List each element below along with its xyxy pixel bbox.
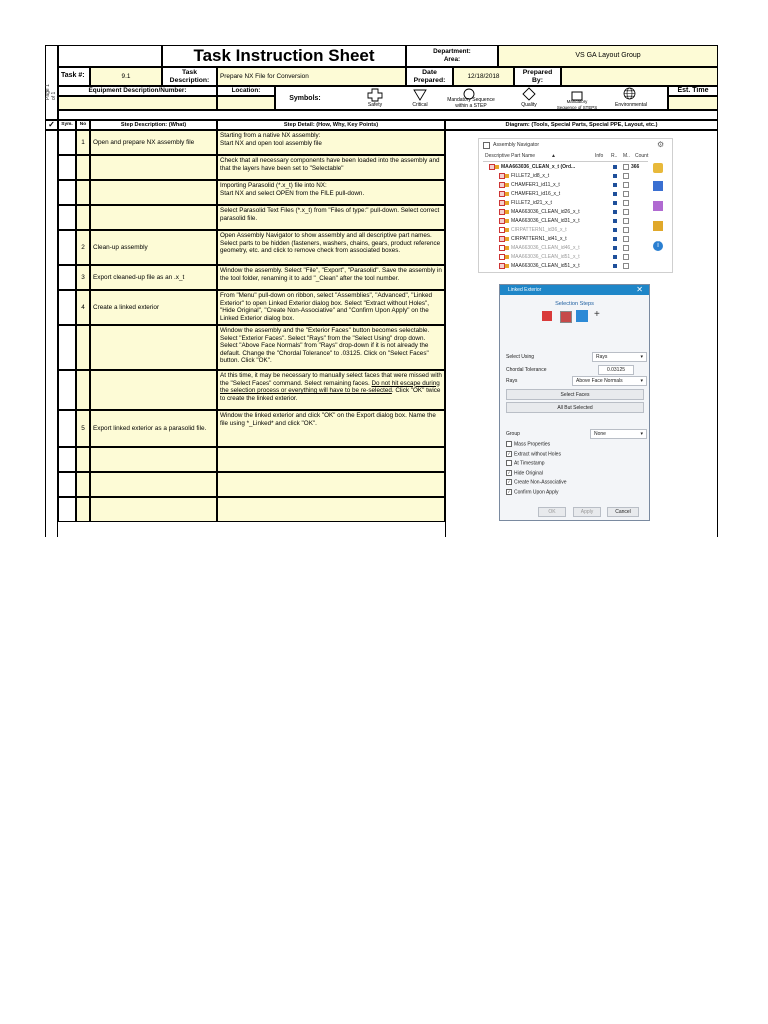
modified-icon <box>623 218 629 224</box>
prepared-by-label: Prepared By: <box>514 67 561 86</box>
location-value[interactable] <box>217 96 275 110</box>
step-number[interactable]: 1 <box>76 130 90 155</box>
equipment-label: Equipment Description/Number: <box>58 86 217 96</box>
date-prepared-value[interactable]: 12/18/2018 <box>453 67 514 86</box>
prepared-by-value[interactable] <box>561 67 718 86</box>
exterior-faces-icon[interactable] <box>576 310 588 322</box>
header-blank-cell <box>58 45 162 67</box>
part-icon <box>505 246 509 250</box>
reference-icon <box>613 174 617 178</box>
nav-tree-row[interactable] <box>479 226 639 234</box>
sym-cell[interactable] <box>58 155 76 180</box>
checkbox-checked-icon[interactable]: ✓ <box>507 450 511 456</box>
reference-icon <box>613 228 617 232</box>
step-description[interactable]: Export cleaned-up file as an .x_t <box>90 265 217 290</box>
checkbox-checked-icon[interactable]: ✓ <box>507 488 511 494</box>
sym-cell[interactable] <box>58 472 76 497</box>
reference-icon <box>613 246 617 250</box>
part-name: MAA663036_CLEAN_id46_x_t <box>511 245 580 251</box>
step-description[interactable] <box>90 325 217 370</box>
step-detail-text: At this time, it may be necessary to manually select faces that were missed with the "Select Faces" command. Select remaining faces. <box>220 372 442 387</box>
close-icon[interactable]: ✕ <box>636 285 643 294</box>
step-number[interactable]: 3 <box>76 265 90 290</box>
step-description[interactable]: Clean-up assembly <box>90 230 217 265</box>
option-checkbox[interactable] <box>506 470 543 476</box>
step-detail[interactable]: Check that all necessary components have been loaded into the assembly and that the layers have been set to "Selectable" <box>217 155 445 180</box>
part-icon <box>495 165 499 169</box>
col-r[interactable]: R.. <box>611 153 618 159</box>
selection-steps-label: Selection Steps <box>555 301 594 307</box>
option-checkbox[interactable] <box>506 451 561 457</box>
part-name: CIRPATTERN1_id41_x_t <box>511 236 567 242</box>
info-icon[interactable]: i <box>653 241 663 251</box>
dialog-title: Linked Exterior <box>508 287 542 293</box>
col-m[interactable]: M.. <box>623 153 630 159</box>
step-number[interactable]: 5 <box>76 410 90 447</box>
part-name: MAA663036_CLEAN_id26_x_t <box>511 209 580 215</box>
ok-button[interactable]: OK <box>538 507 566 517</box>
part-icon <box>505 255 509 259</box>
part-name: FILLET2_id8_x_t <box>511 173 550 179</box>
part-name: MAA663036_CLEAN_id51_x_t <box>511 263 580 269</box>
tool-icon-2[interactable] <box>653 181 663 191</box>
modified-icon <box>623 254 629 260</box>
step-detail[interactable] <box>217 370 445 410</box>
part-icon <box>505 228 509 232</box>
modified-icon <box>623 191 629 197</box>
nav-tree-row[interactable] <box>479 244 639 252</box>
part-name: FILLET2_id21_x_t <box>511 200 552 206</box>
nav-tree-row[interactable] <box>479 190 639 198</box>
modified-icon <box>623 182 629 188</box>
task-number-label: Task #: <box>58 67 90 86</box>
option-label: Confirm Upon Apply <box>514 488 559 495</box>
sym-cell[interactable] <box>58 447 76 472</box>
step-detail-text: . Click "OK" twice to create the linked exterior. <box>220 387 441 402</box>
step-description[interactable] <box>90 370 217 410</box>
chevron-down-icon: ▾ <box>640 431 643 437</box>
tool-icon-1[interactable] <box>653 163 663 173</box>
part-icon <box>505 192 509 196</box>
reference-icon <box>613 201 617 205</box>
chevron-down-icon: ▾ <box>640 354 643 360</box>
assembly-navigator-icon <box>483 142 490 149</box>
part-icon <box>505 210 509 214</box>
nav-side-toolbar <box>651 161 669 271</box>
step-description-header: Step Description: (What) <box>90 120 217 130</box>
header-spacer-row <box>58 110 718 120</box>
col-info[interactable]: Info <box>595 153 604 159</box>
nav-tree-row[interactable] <box>479 163 639 171</box>
sym-column-header: Sym. <box>58 120 76 130</box>
step-detail-warning: Do not hit escape during the selection process or everything will have to be re-selected <box>220 379 440 395</box>
department-label: Department: Area: <box>406 45 498 67</box>
step-number[interactable] <box>76 155 90 180</box>
date-prepared-label: Date Prepared: <box>406 67 453 86</box>
all-but-selected-button[interactable]: All But Selected <box>506 402 644 413</box>
sym-cell[interactable] <box>58 265 76 290</box>
step-description[interactable] <box>90 497 217 522</box>
reference-icon <box>613 237 617 241</box>
rays-dropdown[interactable]: Above Face Normals ▾ <box>572 376 647 386</box>
modified-icon <box>623 209 629 215</box>
step-description[interactable]: Open and prepare NX assembly file <box>90 130 217 155</box>
column-header-row <box>483 153 648 162</box>
part-name: CHAMFER1_id16_x_t <box>511 191 561 197</box>
step-description[interactable] <box>90 447 217 472</box>
part-icon <box>505 264 509 268</box>
est-time-label: Est. Time <box>668 86 718 96</box>
step-description[interactable] <box>90 180 217 205</box>
modified-icon <box>623 200 629 206</box>
sym-cell[interactable] <box>58 130 76 155</box>
reference-icon <box>613 264 617 268</box>
step-detail[interactable]: Select Parasolid Text Files (*.x_t) from "Files of type:" pull-down. Select correct parasolid file. <box>217 205 445 230</box>
chordal-tolerance-label: Chordal Tolerance <box>506 367 547 373</box>
cancel-button[interactable]: Cancel <box>607 507 639 517</box>
chordal-tolerance-input[interactable]: 0.03125 <box>598 365 634 375</box>
part-icon <box>505 219 509 223</box>
reference-icon <box>613 192 617 196</box>
step-number[interactable]: 2 <box>76 230 90 265</box>
reference-icon <box>613 255 617 259</box>
assembly-navigator-title: Assembly Navigator <box>493 142 540 148</box>
reference-icon <box>613 165 617 169</box>
sym-cell[interactable] <box>58 205 76 230</box>
modified-icon <box>623 236 629 242</box>
part-icon <box>505 183 509 187</box>
step-detail[interactable]: Importing Parasolid (*.x_t) file into NX: Start NX and select OPEN from the FILE pull-down. <box>217 180 445 205</box>
sym-cell[interactable] <box>58 497 76 522</box>
mandatory-sequence-label: Mandatory Sequence within a STEP <box>447 97 495 109</box>
checkbox-empty-icon[interactable] <box>506 460 512 466</box>
nav-tree-row[interactable] <box>479 181 639 189</box>
settings-gear-icon[interactable]: ⚙ <box>657 140 665 149</box>
step-detail[interactable]: Open Assembly Navigator to show assembly and all descriptive part names. Select parts to be hidden (fasteners, washers, chains, gears, product reference geometry, etc. and click to remove check from associated boxes. <box>217 230 445 265</box>
page-label: Page 1 of 1 <box>45 84 57 100</box>
step-detail[interactable]: From "Menu" pull-down on ribbon, select "Assemblies", "Advanced", "Linked Exterior" to open Linked Exterior dialog box. Select "Extract without Holes", "Hide Original", "Create Non-Associative" and "Confirm Upon Apply" on the Linked Exterior dialog box. <box>217 290 445 325</box>
step-number[interactable]: 4 <box>76 290 90 325</box>
symbols-label: Symbols: <box>289 95 321 102</box>
step-number[interactable] <box>76 497 90 522</box>
sort-arrow-icon: ▲ <box>551 153 556 159</box>
reference-icon <box>613 210 617 214</box>
part-icon <box>505 237 509 241</box>
part-icon <box>505 201 509 205</box>
option-label: Hide Original <box>514 469 543 476</box>
rays-label: Rays <box>506 378 518 384</box>
col-part-name[interactable]: Descriptive Part Name <box>485 153 536 159</box>
sym-cell[interactable] <box>58 290 76 325</box>
nav-tree-row[interactable] <box>479 217 639 225</box>
option-label: Mass Properties <box>514 441 551 448</box>
step-detail[interactable]: Starting from a native NX assembly: Start NX and open tool assembly file <box>217 130 445 155</box>
step-description[interactable] <box>90 472 217 497</box>
step-number[interactable] <box>76 180 90 205</box>
step-number[interactable] <box>76 325 90 370</box>
sym-cell[interactable] <box>58 230 76 265</box>
modified-icon <box>623 173 629 179</box>
part-name: MAA663036_CLEAN_x_t (Ord... <box>501 164 576 170</box>
modified-icon <box>623 263 629 269</box>
sym-cell[interactable] <box>58 180 76 205</box>
step-detail[interactable] <box>217 497 445 522</box>
equipment-value[interactable] <box>58 96 217 110</box>
part-name: CHAMFER1_id11_x_t <box>511 182 560 188</box>
environmental-label: Environmental <box>615 102 647 108</box>
sym-cell[interactable] <box>58 370 76 410</box>
step-description[interactable]: Create a linked exterior <box>90 290 217 325</box>
body-select-icon[interactable] <box>542 311 552 321</box>
step-number[interactable] <box>76 205 90 230</box>
check-column <box>45 130 58 537</box>
modified-icon <box>623 164 629 170</box>
nav-tree-row[interactable] <box>479 262 639 270</box>
add-icon[interactable]: + <box>594 309 600 320</box>
part-name: MAA663036_CLEAN_id51_x_t <box>511 254 580 260</box>
check-column-header: ✓ <box>45 120 58 130</box>
step-description[interactable]: Export linked exterior as a parasolid file. <box>90 410 217 447</box>
step-description[interactable] <box>90 205 217 230</box>
part-icon <box>505 174 509 178</box>
step-number[interactable] <box>76 472 90 497</box>
tool-icon-4[interactable] <box>653 221 663 231</box>
sym-cell[interactable] <box>58 410 76 447</box>
option-label: Create Non-Associative <box>514 479 567 486</box>
step-detail[interactable]: Window the assembly and the "Exterior Faces" button becomes selectable. Select "Exterior Faces". Select "Rays" from the "Select Using" drop down. Select "Above Face Normals" from "Rays" drop-down if it is not already the default. Change the "Chordal Tolerance" to .03125. Click on "Select Faces" button. Click "OK". <box>217 325 445 370</box>
step-number[interactable] <box>76 447 90 472</box>
step-detail[interactable]: Window the linked exterior and click "OK" on the Export dialog box. Name the file using *_Linked* and click "OK". <box>217 410 445 447</box>
task-description-value[interactable]: Prepare NX File for Conversion <box>217 67 406 86</box>
nav-tree-row[interactable] <box>479 208 639 216</box>
page-title: Task Instruction Sheet <box>162 45 406 67</box>
select-using-label: Select Using <box>506 354 535 360</box>
nav-tree-row[interactable] <box>479 235 639 243</box>
apply-button[interactable]: Apply <box>573 507 601 517</box>
option-checkbox[interactable] <box>506 479 567 485</box>
reference-icon <box>613 183 617 187</box>
part-name: CIRPATTERN1_id36_x_t <box>511 227 567 233</box>
diagram-header: Diagram: (Tools, Special Parts, Special PPE, Layout, etc.) <box>445 120 718 130</box>
option-checkbox[interactable] <box>506 460 545 466</box>
est-time-value[interactable] <box>668 96 718 110</box>
nav-tree-row[interactable] <box>479 199 639 207</box>
checkbox-empty-icon[interactable] <box>506 441 512 447</box>
step-description[interactable] <box>90 155 217 180</box>
reference-icon <box>613 219 617 223</box>
modified-icon <box>623 245 629 251</box>
task-number-value[interactable]: 9.1 <box>90 67 162 86</box>
option-label: At Timestamp <box>514 460 545 467</box>
step-detail[interactable]: Window the assembly. Select "File", "Export", "Parasolid". Save the assembly in the tool folder, renaming it to add "_Clean" after the tool number. <box>217 265 445 290</box>
mandatory-steps-label: Mandatory Sequence of STEPS <box>556 99 598 110</box>
nav-tree-row[interactable] <box>479 253 639 261</box>
step-detail-header: Step Detail: (How, Why, Key Points) <box>217 120 445 130</box>
location-label: Location: <box>217 86 275 96</box>
option-checkbox[interactable] <box>506 441 550 447</box>
safety-label: Safety <box>367 102 383 108</box>
tool-icon-3[interactable] <box>653 201 663 211</box>
option-checkbox[interactable] <box>506 489 558 495</box>
chevron-down-icon: ▾ <box>640 378 643 384</box>
step-detail[interactable] <box>217 472 445 497</box>
step-detail[interactable] <box>217 447 445 472</box>
step-number[interactable] <box>76 370 90 410</box>
assembly-navigator-panel <box>478 138 673 273</box>
group-label: Group <box>506 431 520 437</box>
task-description-label: Task Description: <box>162 67 217 86</box>
col-count[interactable]: Count <box>635 153 649 159</box>
linked-exterior-dialog <box>499 284 650 521</box>
dialog-title-bar <box>500 285 649 295</box>
group-dropdown[interactable]: None ▾ <box>590 429 647 439</box>
select-using-dropdown[interactable]: Rays ▾ <box>592 352 647 362</box>
part-count: 366 <box>631 164 640 170</box>
select-faces-button[interactable]: Select Faces <box>506 389 644 400</box>
nav-tree-row[interactable] <box>479 172 639 180</box>
face-select-icon[interactable] <box>560 311 572 323</box>
no-column-header: No <box>76 120 90 130</box>
quality-label: Quality <box>521 102 537 108</box>
department-value[interactable]: VS GA Layout Group <box>498 45 718 67</box>
checkbox-checked-icon[interactable]: ✓ <box>507 479 511 484</box>
checkbox-checked-icon[interactable]: ✓ <box>507 469 511 475</box>
critical-label: Critical <box>412 102 428 108</box>
option-label: Extract without Holes <box>514 450 561 457</box>
modified-icon <box>623 227 629 233</box>
part-name: MAA663036_CLEAN_id31_x_t <box>511 218 580 224</box>
sym-cell[interactable] <box>58 325 76 370</box>
